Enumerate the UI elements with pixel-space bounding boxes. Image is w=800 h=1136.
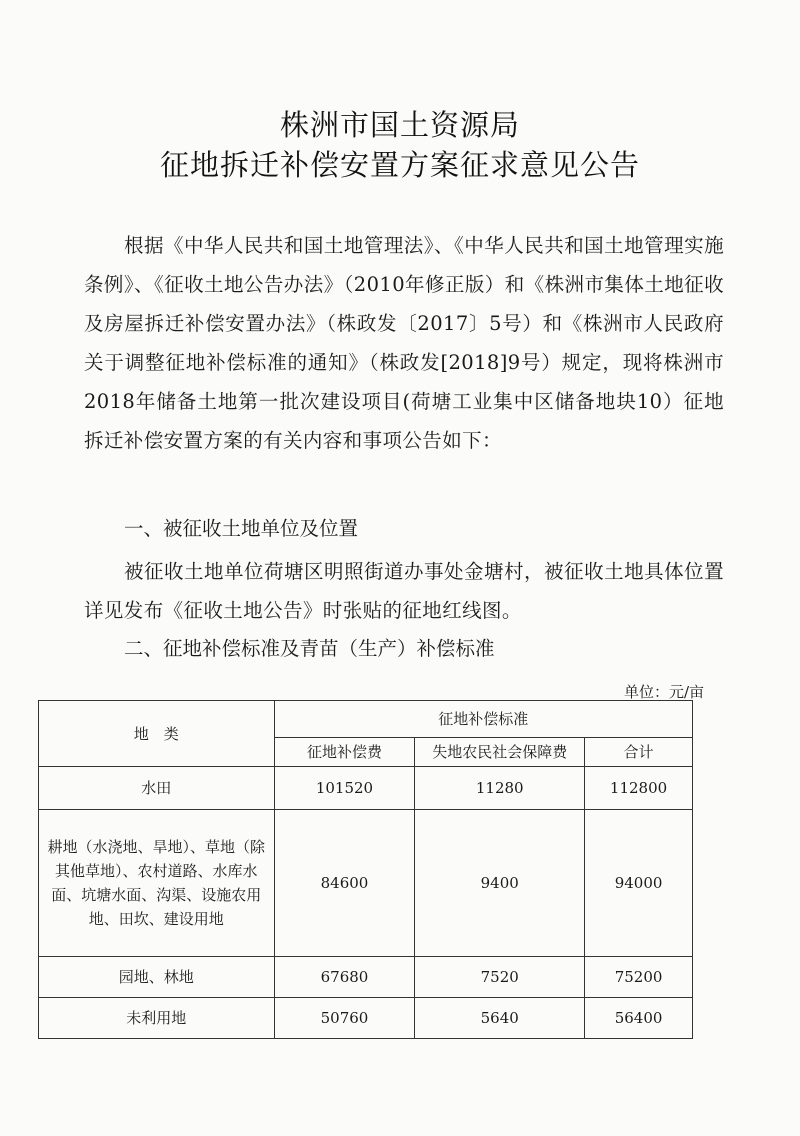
table-row <box>39 767 693 810</box>
section1-paragraph: 被征收土地单位荷塘区明照街道办事处金塘村，被征收土地具体位置详见发布《征收土地公告》时张贴的征地红线图。 <box>84 560 724 622</box>
document-title-line1: 株洲市国土资源局 <box>279 108 520 142</box>
section1-heading: 一、被征收土地单位及位置 <box>124 517 359 540</box>
intro-paragraph: 根据《中华人民共和国土地管理法》、《中华人民共和国土地管理实施条例》、《征收土地公告办法》（2010年修正版）和《株洲市集体土地征收及房屋拆迁补偿安置办法》（株政发〔2017〕5号）和《株洲市人民政府关于调整征地补偿标准的通知》（株政发[2018]9号）规定，现将株洲市2018年储备土地第一批次建设项目(荷塘工业集中区储备地块10）征地拆迁补偿安置方案的有关内容和事项公告如下： <box>84 234 724 452</box>
row-security: 5640 <box>415 998 585 1039</box>
header-total: 合计 <box>585 738 693 767</box>
header-security: 失地农民社会保障费 <box>415 738 585 767</box>
document-title-line2: 征地拆迁补偿安置方案征求意见公告 <box>159 148 640 182</box>
row-total: 75200 <box>585 957 693 998</box>
row-compensation: 67680 <box>274 957 415 998</box>
row-security: 11280 <box>415 767 585 810</box>
row-compensation: 50760 <box>274 998 415 1039</box>
row-category: 园地、林地 <box>39 957 275 998</box>
header-category: 地 类 <box>39 701 275 767</box>
header-compensation: 征地补偿费 <box>274 738 415 767</box>
row-total: 112800 <box>585 767 693 810</box>
table-unit-note: 单位：元/亩 <box>623 683 704 701</box>
row-total: 94000 <box>585 810 693 957</box>
row-total: 56400 <box>585 998 693 1039</box>
row-compensation: 101520 <box>274 767 415 810</box>
row-category: 未利用地 <box>39 998 275 1039</box>
table-row <box>39 957 693 998</box>
section2-heading: 二、征地补偿标准及青苗（生产）补偿标准 <box>124 637 495 660</box>
row-category: 耕地（水浇地、旱地）、草地（除其他草地）、农村道路、水库水面、坑塘水面、沟渠、设施农用地、田坎、建设用地 <box>39 810 275 957</box>
table-row <box>39 998 693 1039</box>
table-row <box>39 810 693 957</box>
row-security: 7520 <box>415 957 585 998</box>
table-header-row <box>39 701 693 738</box>
compensation-table <box>38 700 693 1039</box>
row-security: 9400 <box>415 810 585 957</box>
header-group: 征地补偿标准 <box>274 701 692 738</box>
row-compensation: 84600 <box>274 810 415 957</box>
row-category: 水田 <box>39 767 275 810</box>
